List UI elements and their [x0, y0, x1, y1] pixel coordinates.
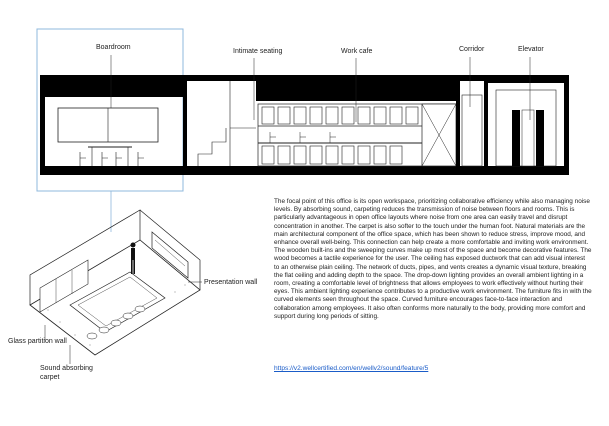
- sound-absorbing-carpet-label: Sound absorbing: [40, 365, 93, 372]
- corridor-wall: [456, 75, 460, 175]
- sound-absorbing-carpet-label-line2: carpet: [40, 374, 60, 381]
- ceiling-slab-end: [488, 75, 569, 83]
- elevator-label: Elevator: [518, 46, 544, 53]
- presentation-wall-label: Presentation wall: [204, 279, 258, 286]
- work-cafe-label: Work cafe: [341, 48, 373, 55]
- isometric-drawing: [0, 0, 270, 426]
- chair: [135, 306, 145, 312]
- intimate-seating-label: Intimate seating: [233, 48, 283, 55]
- right-wall: [564, 75, 569, 175]
- elevator-door: [536, 110, 544, 166]
- chair: [123, 313, 133, 319]
- chair: [111, 320, 121, 326]
- elevator-door: [512, 110, 520, 166]
- source-link[interactable]: https://v2.wellcertified.com/en/wellv2/sound/feature/5: [274, 365, 429, 372]
- elevator-inner: [522, 110, 534, 166]
- chair: [87, 333, 97, 339]
- corridor-opening: [462, 95, 482, 166]
- corridor-wall: [484, 75, 488, 175]
- corridor-label: Corridor: [459, 46, 485, 53]
- boardroom-label: Boardroom: [96, 44, 131, 51]
- description-paragraph: The focal point of this office is its open workspace, prioritizing collaborative efficiency while also managing noise levels. By absorbing sound, carpeting reduces the transmission of noise between floors and rooms. This is particularly advantageous in open office layouts where noise from one area can easily travel and disrupt concentration in another. The carpet is also softer to the touch under the human foot. Natural materials are the main architectural component of the office space, which has been shown to reduce stress, improve mood, and enhance overall well-being. This connection can help create a more comfortable and inviting work environment. The wooden built-ins and the sweeping curves make up most of the space and become decorative features. The wood becomes a tactile experience for the user. The ceiling has exposed ductwork that can add visual interest to an otherwise plain ceiling. The network of ducts, pipes, and vents creates a dynamic visual texture, breaking the flat ceiling and adding depth to the space. The drop-down lighting provides an overall ambient lighting in a room, creating a comfortable level of brightness that allows employees to work effectively without hurting their eyes. This ambient lighting experience contributes to a productive work environment. The furniture fits in with the curved elements seen throughout the space. Curved furniture encourages face-to-face interaction and collaboration among employees. It also often conforms more naturally to the body, providing more comfort and support during long periods of sitting.: [274, 198, 592, 320]
- glass-partition-wall-label: Glass partition wall: [8, 338, 67, 345]
- chair: [99, 327, 109, 333]
